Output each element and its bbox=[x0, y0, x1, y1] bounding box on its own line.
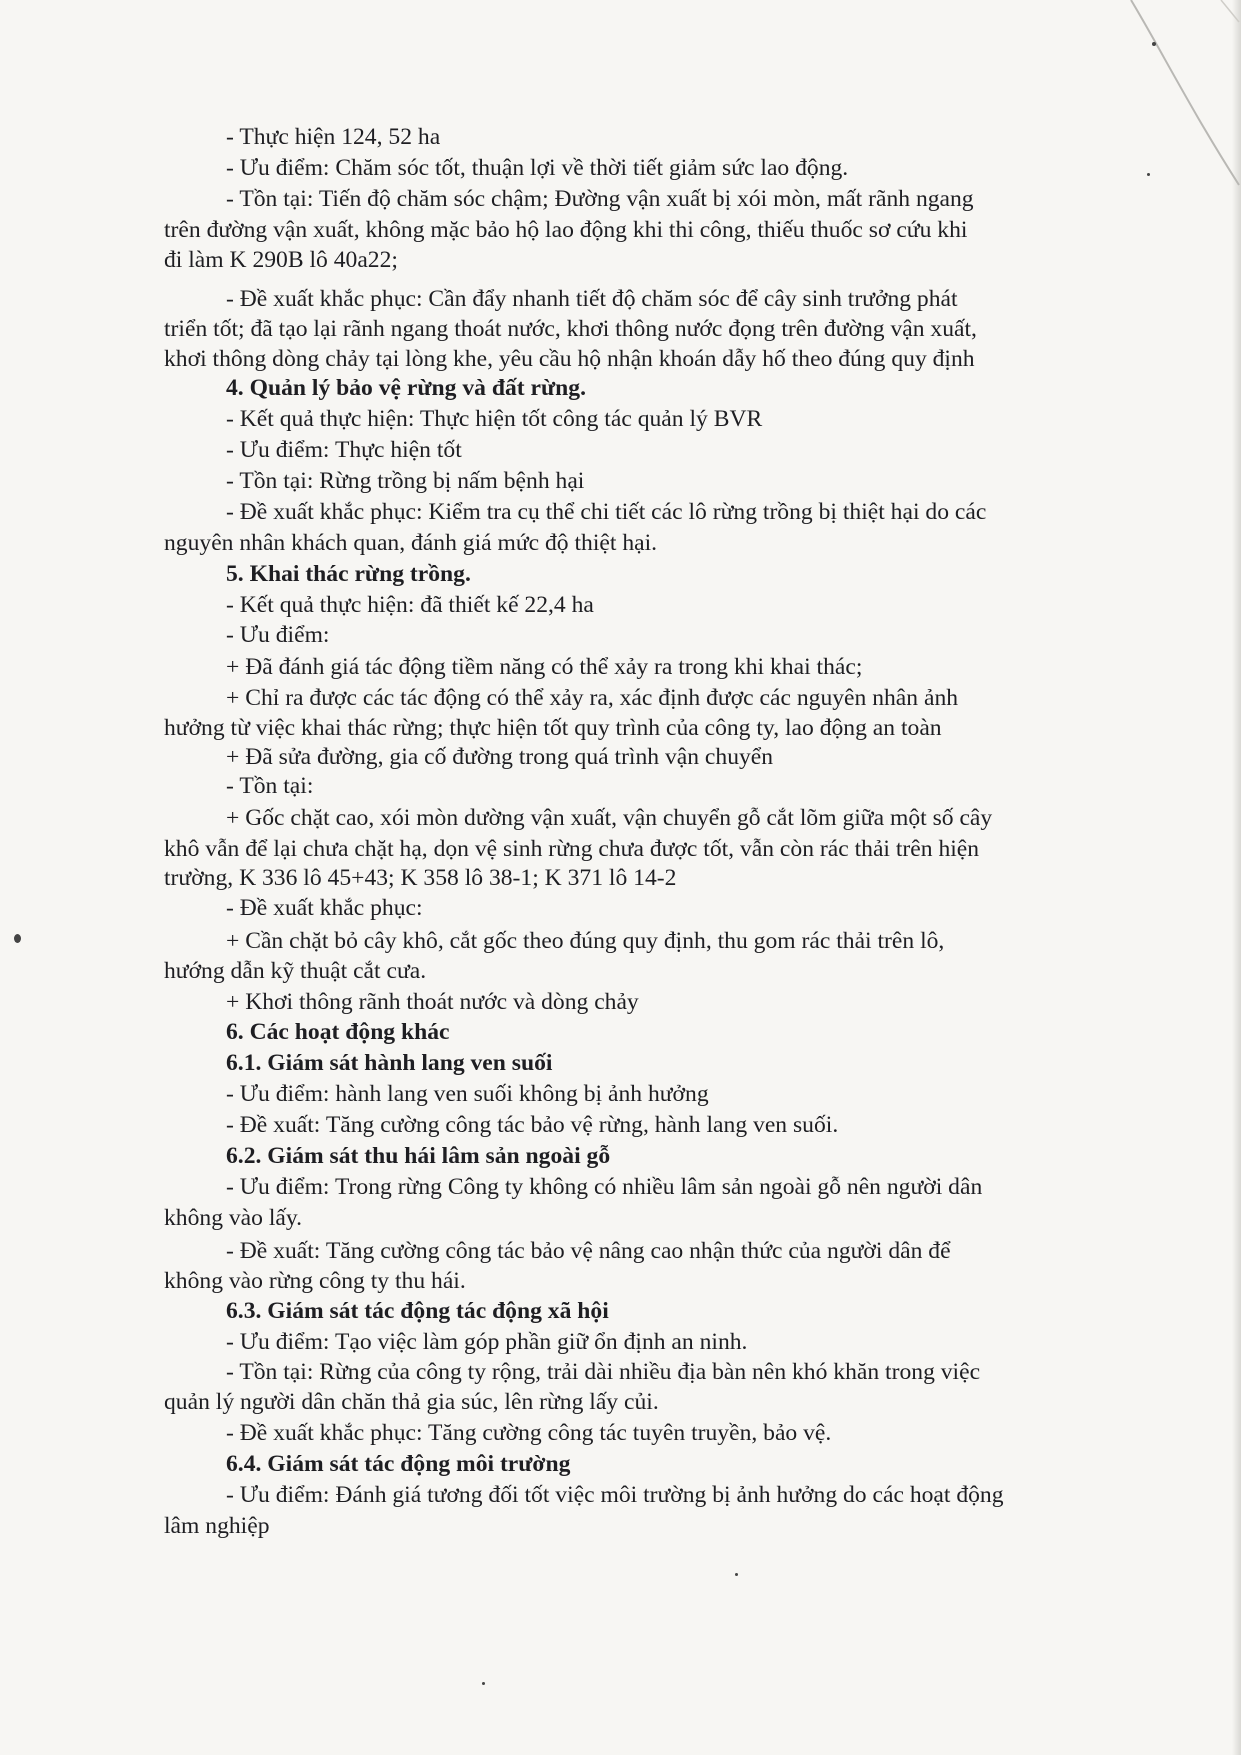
text-line: không vào rừng công ty thu hái. bbox=[164, 1268, 466, 1294]
section-heading: 5. Khai thác rừng trồng. bbox=[226, 561, 471, 587]
scanned-page-edge bbox=[1232, 0, 1241, 1755]
text-line: - Ưu điểm: Thực hiện tốt bbox=[226, 437, 462, 463]
text-line: - Ưu điểm: Trong rừng Công ty không có nhiều lâm sản ngoài gỗ nên người dân bbox=[226, 1174, 983, 1200]
scan-speck bbox=[1147, 173, 1150, 176]
text-line: - Thực hiện 124, 52 ha bbox=[226, 124, 441, 150]
text-line: lâm nghiệp bbox=[164, 1513, 270, 1539]
text-line: - Đề xuất khắc phục: bbox=[226, 895, 423, 921]
text-line: - Tồn tại: bbox=[226, 773, 314, 799]
text-line: - Tồn tại: Rừng của công ty rộng, trải dài nhiều địa bàn nên khó khăn trong việc bbox=[226, 1359, 981, 1385]
text-line: - Đề xuất khắc phục: Cần đẩy nhanh tiết độ chăm sóc để cây sinh trưởng phát bbox=[226, 286, 958, 312]
scan-speck bbox=[482, 1682, 485, 1685]
text-line: + Đã đánh giá tác động tiềm năng có thể xảy ra trong khi khai thác; bbox=[226, 654, 863, 680]
text-line: khô vẫn để lại chưa chặt hạ, dọn vệ sinh rừng chưa được tốt, vẫn còn rác thải trên hiện bbox=[164, 836, 980, 862]
text-line: + Gốc chặt cao, xói mòn dường vận xuất, vận chuyển gỗ cắt lõm giữa một số cây bbox=[226, 805, 993, 831]
text-line: + Khơi thông rãnh thoát nước và dòng chảy bbox=[226, 989, 639, 1015]
subsection-heading: 6.1. Giám sát hành lang ven suối bbox=[226, 1050, 553, 1076]
text-line: hưởng từ việc khai thác rừng; thực hiện tốt quy trình của công ty, lao động an toàn bbox=[164, 715, 942, 741]
text-line: nguyên nhân khách quan, đánh giá mức độ thiệt hại. bbox=[164, 530, 658, 556]
text-line: triển tốt; đã tạo lại rãnh ngang thoát nước, khơi thông nước đọng trên đường vận xuất, bbox=[164, 316, 977, 342]
text-line: + Chỉ ra được các tác động có thể xảy ra, xác định được các nguyên nhân ảnh bbox=[226, 685, 959, 711]
text-line: khơi thông dòng chảy tại lòng khe, yêu cầu hộ nhận khoán dẫy hố theo đúng quy định bbox=[164, 346, 975, 372]
text-line: không vào lấy. bbox=[164, 1205, 303, 1231]
text-line: + Cần chặt bỏ cây khô, cắt gốc theo đúng quy định, thu gom rác thải trên lô, bbox=[226, 928, 945, 954]
text-line: quản lý người dân chăn thả gia súc, lên rừng lấy củi. bbox=[164, 1389, 659, 1415]
text-line: + Đã sửa đường, gia cố đường trong quá trình vận chuyển bbox=[226, 744, 774, 770]
text-line: - Ưu điểm: Tạo việc làm góp phần giữ ổn định an ninh. bbox=[226, 1329, 748, 1355]
scan-speck bbox=[735, 1573, 738, 1576]
text-line: trường, K 336 lô 45+43; K 358 lô 38-1; K 371 lô 14-2 bbox=[164, 865, 677, 891]
subsection-heading: 6.3. Giám sát tác động tác động xã hội bbox=[226, 1298, 609, 1324]
section-heading: 6. Các hoạt động khác bbox=[226, 1019, 450, 1045]
text-line: - Đề xuất khắc phục: Tăng cường công tác tuyên truyền, bảo vệ. bbox=[226, 1420, 832, 1446]
section-heading: 4. Quản lý bảo vệ rừng và đất rừng. bbox=[226, 375, 586, 401]
text-line: - Ưu điểm: hành lang ven suối không bị ảnh hưởng bbox=[226, 1081, 709, 1107]
text-line: - Tồn tại: Tiến độ chăm sóc chậm; Đường vận xuất bị xói mòn, mất rãnh ngang bbox=[226, 186, 974, 212]
text-line: - Đề xuất khắc phục: Kiểm tra cụ thể chi tiết các lô rừng trồng bị thiệt hại do các bbox=[226, 499, 987, 525]
text-line: - Ưu điểm: Đánh giá tương đối tốt việc môi trường bị ảnh hưởng do các hoạt động bbox=[226, 1482, 1004, 1508]
scan-speck bbox=[14, 934, 21, 943]
text-line: đi làm K 290B lô 40a22; bbox=[164, 247, 398, 273]
text-line: - Ưu điểm: Chăm sóc tốt, thuận lợi về thời tiết giảm sức lao động. bbox=[226, 155, 849, 181]
text-line: - Kết quả thực hiện: Thực hiện tốt công tác quản lý BVR bbox=[226, 406, 763, 432]
subsection-heading: 6.4. Giám sát tác động môi trường bbox=[226, 1451, 571, 1477]
scan-speck bbox=[1152, 42, 1156, 46]
text-line: - Đề xuất: Tăng cường công tác bảo vệ nâng cao nhận thức của người dân để bbox=[226, 1238, 951, 1264]
text-line: - Đề xuất: Tăng cường công tác bảo vệ rừng, hành lang ven suối. bbox=[226, 1112, 839, 1138]
subsection-heading: 6.2. Giám sát thu hái lâm sản ngoài gỗ bbox=[226, 1143, 611, 1169]
text-line: - Tồn tại: Rừng trồng bị nấm bệnh hại bbox=[226, 468, 585, 494]
page-fold-mark bbox=[1121, 0, 1241, 190]
text-line: trên đường vận xuất, không mặc bảo hộ lao động khi thi công, thiếu thuốc sơ cứu khi bbox=[164, 217, 968, 243]
text-line: - Ưu điểm: bbox=[226, 622, 330, 648]
text-line: - Kết quả thực hiện: đã thiết kế 22,4 ha bbox=[226, 592, 594, 618]
text-line: hướng dẫn kỹ thuật cắt cưa. bbox=[164, 958, 427, 984]
